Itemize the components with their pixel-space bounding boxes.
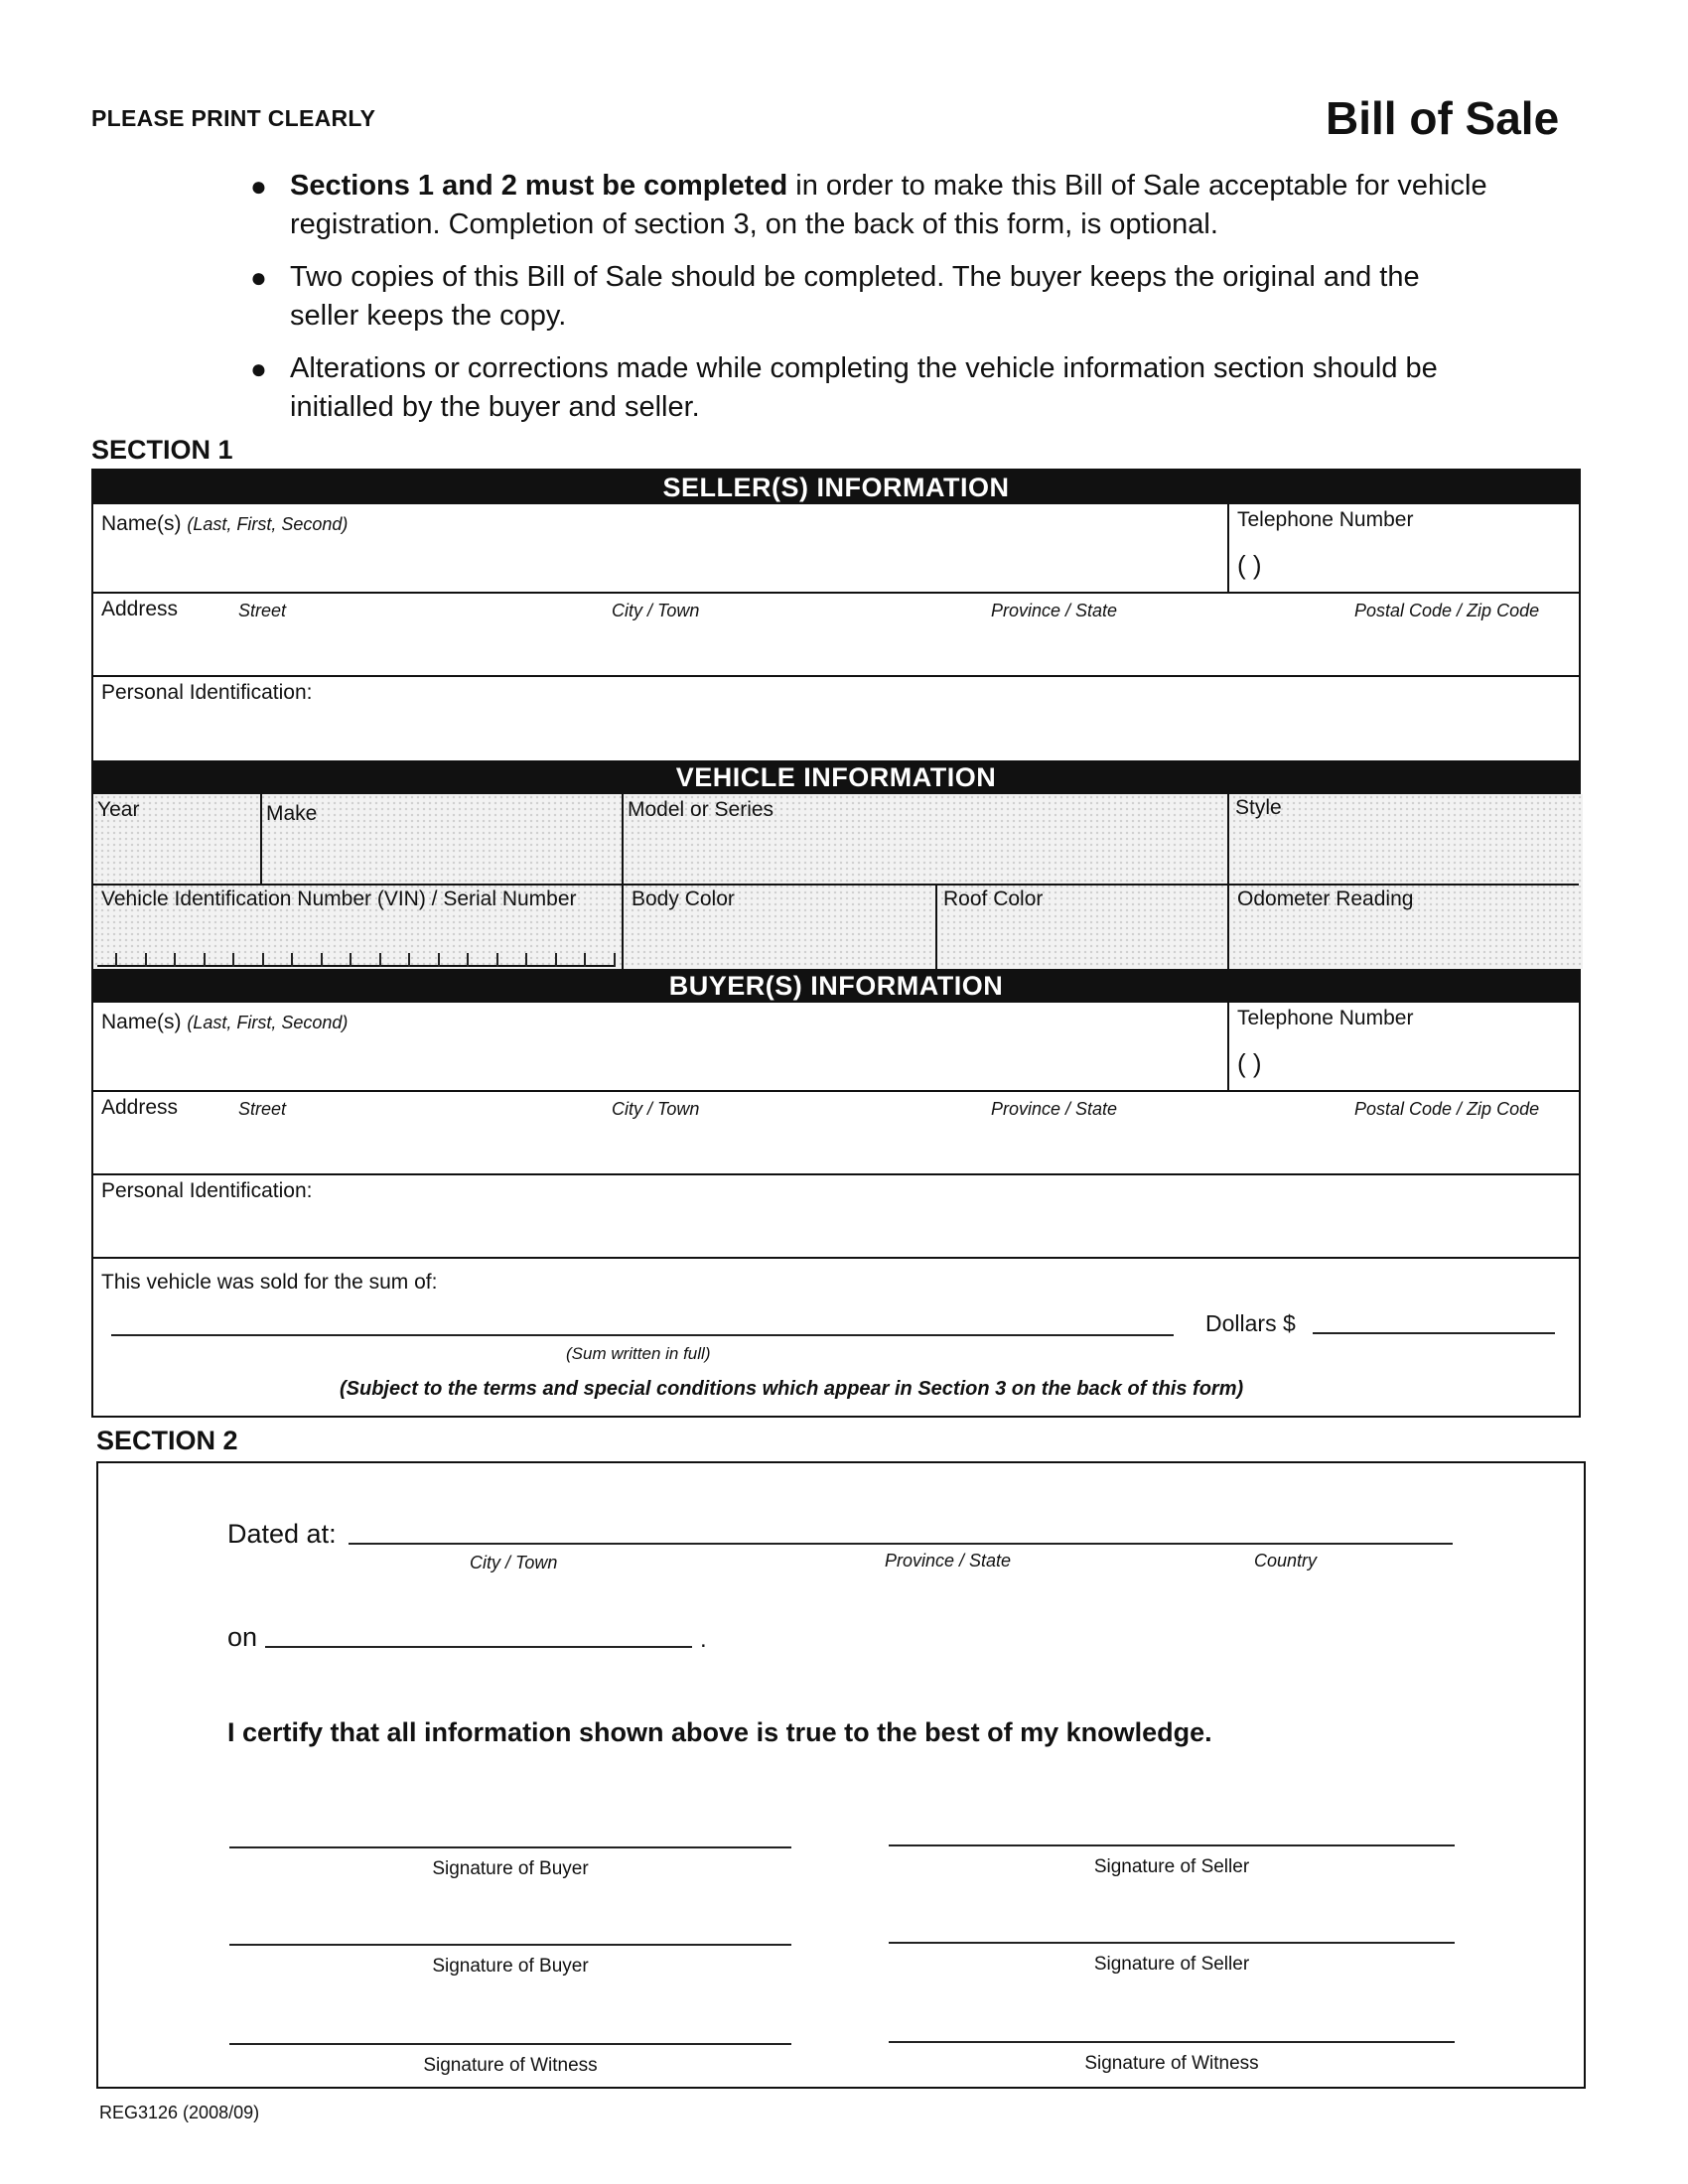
dated-at-label: Dated at: [227,1519,337,1549]
print-clearly-note: PLEASE PRINT CLEARLY [91,105,376,131]
instruction-text: in order to make this Bill of Sale acceptable for vehicle registration. Completion of section 3, on the back of this form, is optional. [290,170,1487,240]
witness-signature-caption-2: Signature of Witness [1084,2053,1259,2074]
divider [260,794,262,884]
instruction-text: Alterations or corrections made while completing the vehicle information section should be initialled by the buyer and seller. [290,352,1438,423]
vin-tick [467,953,469,967]
dated-country-hint: Country [1254,1551,1318,1570]
vin-tick [584,953,586,967]
dated-at-line[interactable] [349,1543,1453,1545]
divider [1227,504,1229,592]
divider [93,884,1579,886]
section-1-form [91,469,1581,1418]
vin-tick [525,953,527,967]
buyer-names-label: Name(s) (Last, First, Second) [101,1011,349,1033]
on-label: on [227,1622,258,1652]
vin-tick [408,953,410,967]
divider [93,592,1579,594]
bullet-icon: ● [250,262,267,293]
seller-address-label: Address [101,598,179,620]
section-2-form [96,1461,1586,2089]
instructions-list [248,167,1489,441]
seller-signature-caption: Signature of Seller [1093,1856,1250,1877]
witness-signature-line-2[interactable] [889,2041,1455,2043]
buyer-personal-id-label: Personal Identification: [101,1179,313,1202]
model-label: Model or Series [628,798,774,821]
divider [1227,1003,1229,1090]
seller-personal-id-label: Personal Identification: [101,681,313,704]
divider [93,675,1579,677]
witness-signature-caption: Signature of Witness [423,2055,598,2076]
odometer-label: Odometer Reading [1237,887,1414,910]
buyer-telephone-label: Telephone Number [1237,1007,1414,1029]
divider [93,1257,1579,1259]
dated-province-hint: Province / State [885,1551,1012,1570]
buyer-city-hint: City / Town [612,1099,700,1119]
section-2-label: SECTION 2 [96,1426,238,1455]
seller-city-hint: City / Town [612,601,700,620]
vin-tick [614,953,616,967]
style-label: Style [1235,796,1282,819]
section-1-label: SECTION 1 [91,435,233,465]
buyer-signature-line-2[interactable] [229,1944,791,1946]
form-code: REG3126 (2008/09) [99,2103,260,2122]
vin-tick [204,953,206,967]
buyer-names-hint: (Last, First, Second) [187,1013,349,1032]
divider [935,884,937,969]
seller-province-hint: Province / State [991,601,1118,620]
seller-telephone-field[interactable]: ( ) [1237,550,1262,580]
seller-names-label: Name(s) (Last, First, Second) [101,512,349,535]
seller-signature-line-2[interactable] [889,1942,1455,1944]
sum-written-line[interactable] [111,1334,1174,1336]
dated-city-hint: City / Town [470,1553,558,1572]
seller-names-hint: (Last, First, Second) [187,514,349,534]
seller-postal-hint: Postal Code / Zip Code [1354,601,1540,620]
terms-note: (Subject to the terms and special conditions which appear in Section 3 on the back of this form) [340,1378,1244,1400]
form-title: Bill of Sale [1326,92,1560,144]
buyer-address-label: Address [101,1096,179,1119]
vin-tick [438,953,440,967]
divider [622,794,624,969]
vin-tick [291,953,293,967]
vin-tick [321,953,323,967]
seller-street-hint: Street [238,601,287,620]
buyer-signature-line[interactable] [229,1846,791,1848]
certify-statement: I certify that all information shown above is true to the best of my knowledge. [227,1717,1212,1747]
dollars-amount-line[interactable] [1313,1332,1555,1334]
witness-signature-line[interactable] [229,2043,791,2045]
buyer-street-hint: Street [238,1099,287,1119]
seller-signature-caption-2: Signature of Seller [1093,1954,1250,1975]
vin-tick [145,953,147,967]
instruction-bold: Sections 1 and 2 must be completed [290,170,788,202]
sold-for-label: This vehicle was sold for the sum of: [101,1271,438,1294]
buyer-signature-caption-2: Signature of Buyer [432,1956,589,1977]
buyer-postal-hint: Postal Code / Zip Code [1354,1099,1540,1119]
seller-telephone-label: Telephone Number [1237,508,1414,531]
vin-tick [555,953,557,967]
buyer-province-hint: Province / State [991,1099,1118,1119]
buyer-info-header: BUYER(S) INFORMATION [93,969,1579,1003]
dollars-label: Dollars $ [1205,1310,1296,1336]
instruction-text: Two copies of this Bill of Sale should be completed. The buyer keeps the original and the seller keeps the copy. [290,261,1420,332]
vin-tick [379,953,381,967]
instruction-item [248,258,1489,336]
divider [1227,794,1229,969]
seller-info-header: SELLER(S) INFORMATION [93,471,1579,504]
vin-label: Vehicle Identification Number (VIN) / Serial Number [101,887,577,910]
vin-tick [174,953,176,967]
roof-color-label: Roof Color [943,887,1044,910]
vin-tick [496,953,498,967]
bullet-icon: ● [250,353,267,384]
vin-tick [262,953,264,967]
vin-tick [232,953,234,967]
body-color-label: Body Color [632,887,735,910]
sum-written-hint: (Sum written in full) [566,1344,711,1363]
make-label: Make [266,802,318,825]
vin-tick [350,953,352,967]
divider [93,1173,1579,1175]
date-line[interactable] [265,1646,692,1648]
vehicle-info-header: VEHICLE INFORMATION [93,760,1579,794]
year-label: Year [97,798,140,821]
date-period: . [700,1626,707,1653]
buyer-telephone-field[interactable]: ( ) [1237,1048,1262,1078]
vin-tick [115,953,117,967]
divider [93,1090,1579,1092]
instruction-item [248,167,1489,244]
bullet-icon: ● [250,171,267,202]
instruction-item [248,349,1489,427]
seller-signature-line[interactable] [889,1844,1455,1846]
buyer-signature-caption: Signature of Buyer [432,1858,589,1879]
